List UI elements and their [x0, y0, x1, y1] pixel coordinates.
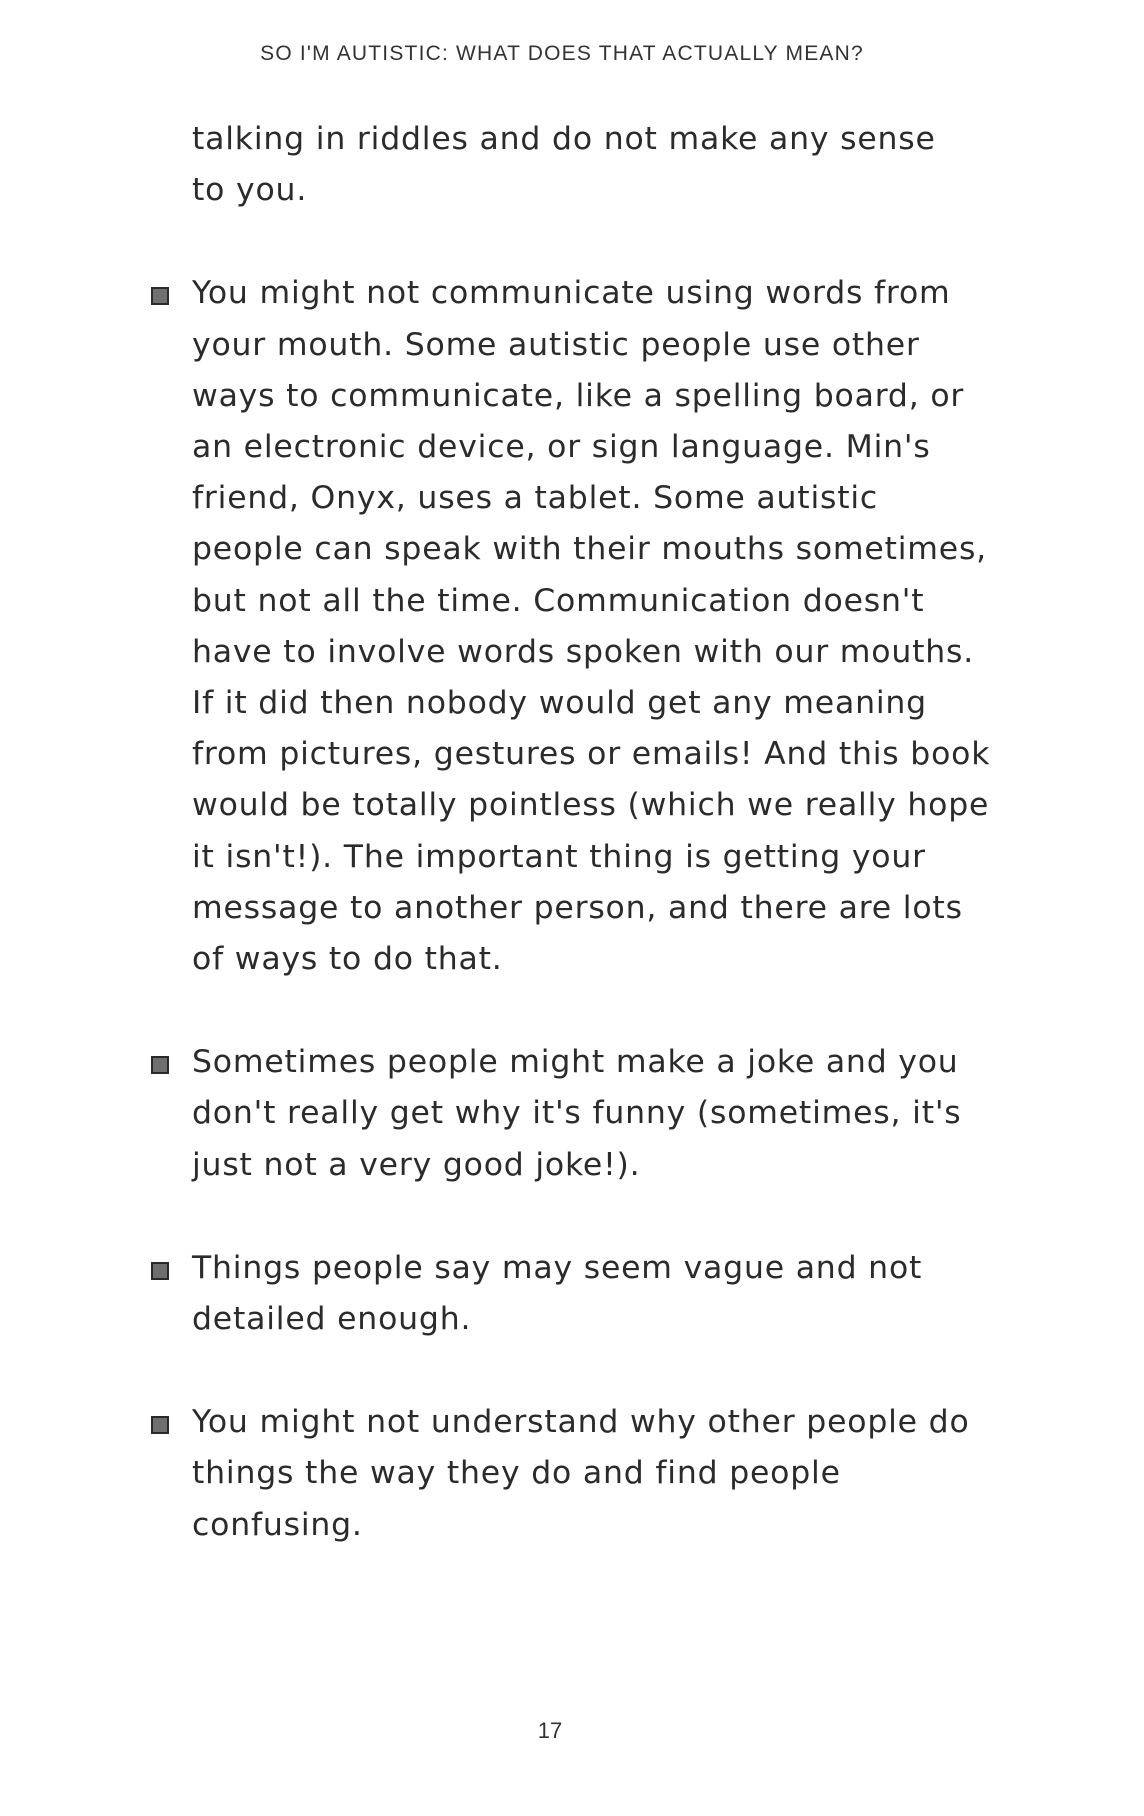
list-item-text: You might not communicate using words from your mouth. Some autistic people use other ways to communicate, like a spelling board, or an electronic device, or sign language. Min's friend, Onyx, uses a tablet. Some autistic people can speak with their mouths sometimes, but not all the time. Communication doesn't have to involve words spoken with our mouths. If it did then nobody would get any meaning from pictures, gestures or emails! And this book would be totally pointless (which we really hope it isn't!). The important thing is getting your message to another person, and there are lots of ways to do that.: [192, 275, 991, 978]
list-item: [0, 1243, 992, 1345]
square-bullet-icon: [151, 1262, 169, 1280]
list-item-text: You might not understand why other people do things the way they do and find people confusing.: [192, 1404, 970, 1543]
list-item-text: Sometimes people might make a joke and you don't really get why it's funny (sometimes, it's just not a very good joke!).: [192, 1044, 962, 1183]
square-bullet-icon: [151, 287, 169, 305]
running-head: SO I'M AUTISTIC: WHAT DOES THAT ACTUALLY MEAN?: [260, 42, 864, 65]
list-item: [0, 268, 992, 985]
square-bullet-icon: [151, 1416, 169, 1434]
square-bullet-icon: [151, 1056, 169, 1074]
list-item: [0, 1397, 992, 1551]
continuation-paragraph: talking in riddles and do not make any sense to you.: [192, 121, 936, 209]
page-number: 17: [537, 1718, 563, 1743]
list-item: [0, 1037, 992, 1191]
page-body: [0, 114, 1144, 1551]
list-item-text: Things people say may seem vague and not detailed enough.: [192, 1249, 923, 1338]
